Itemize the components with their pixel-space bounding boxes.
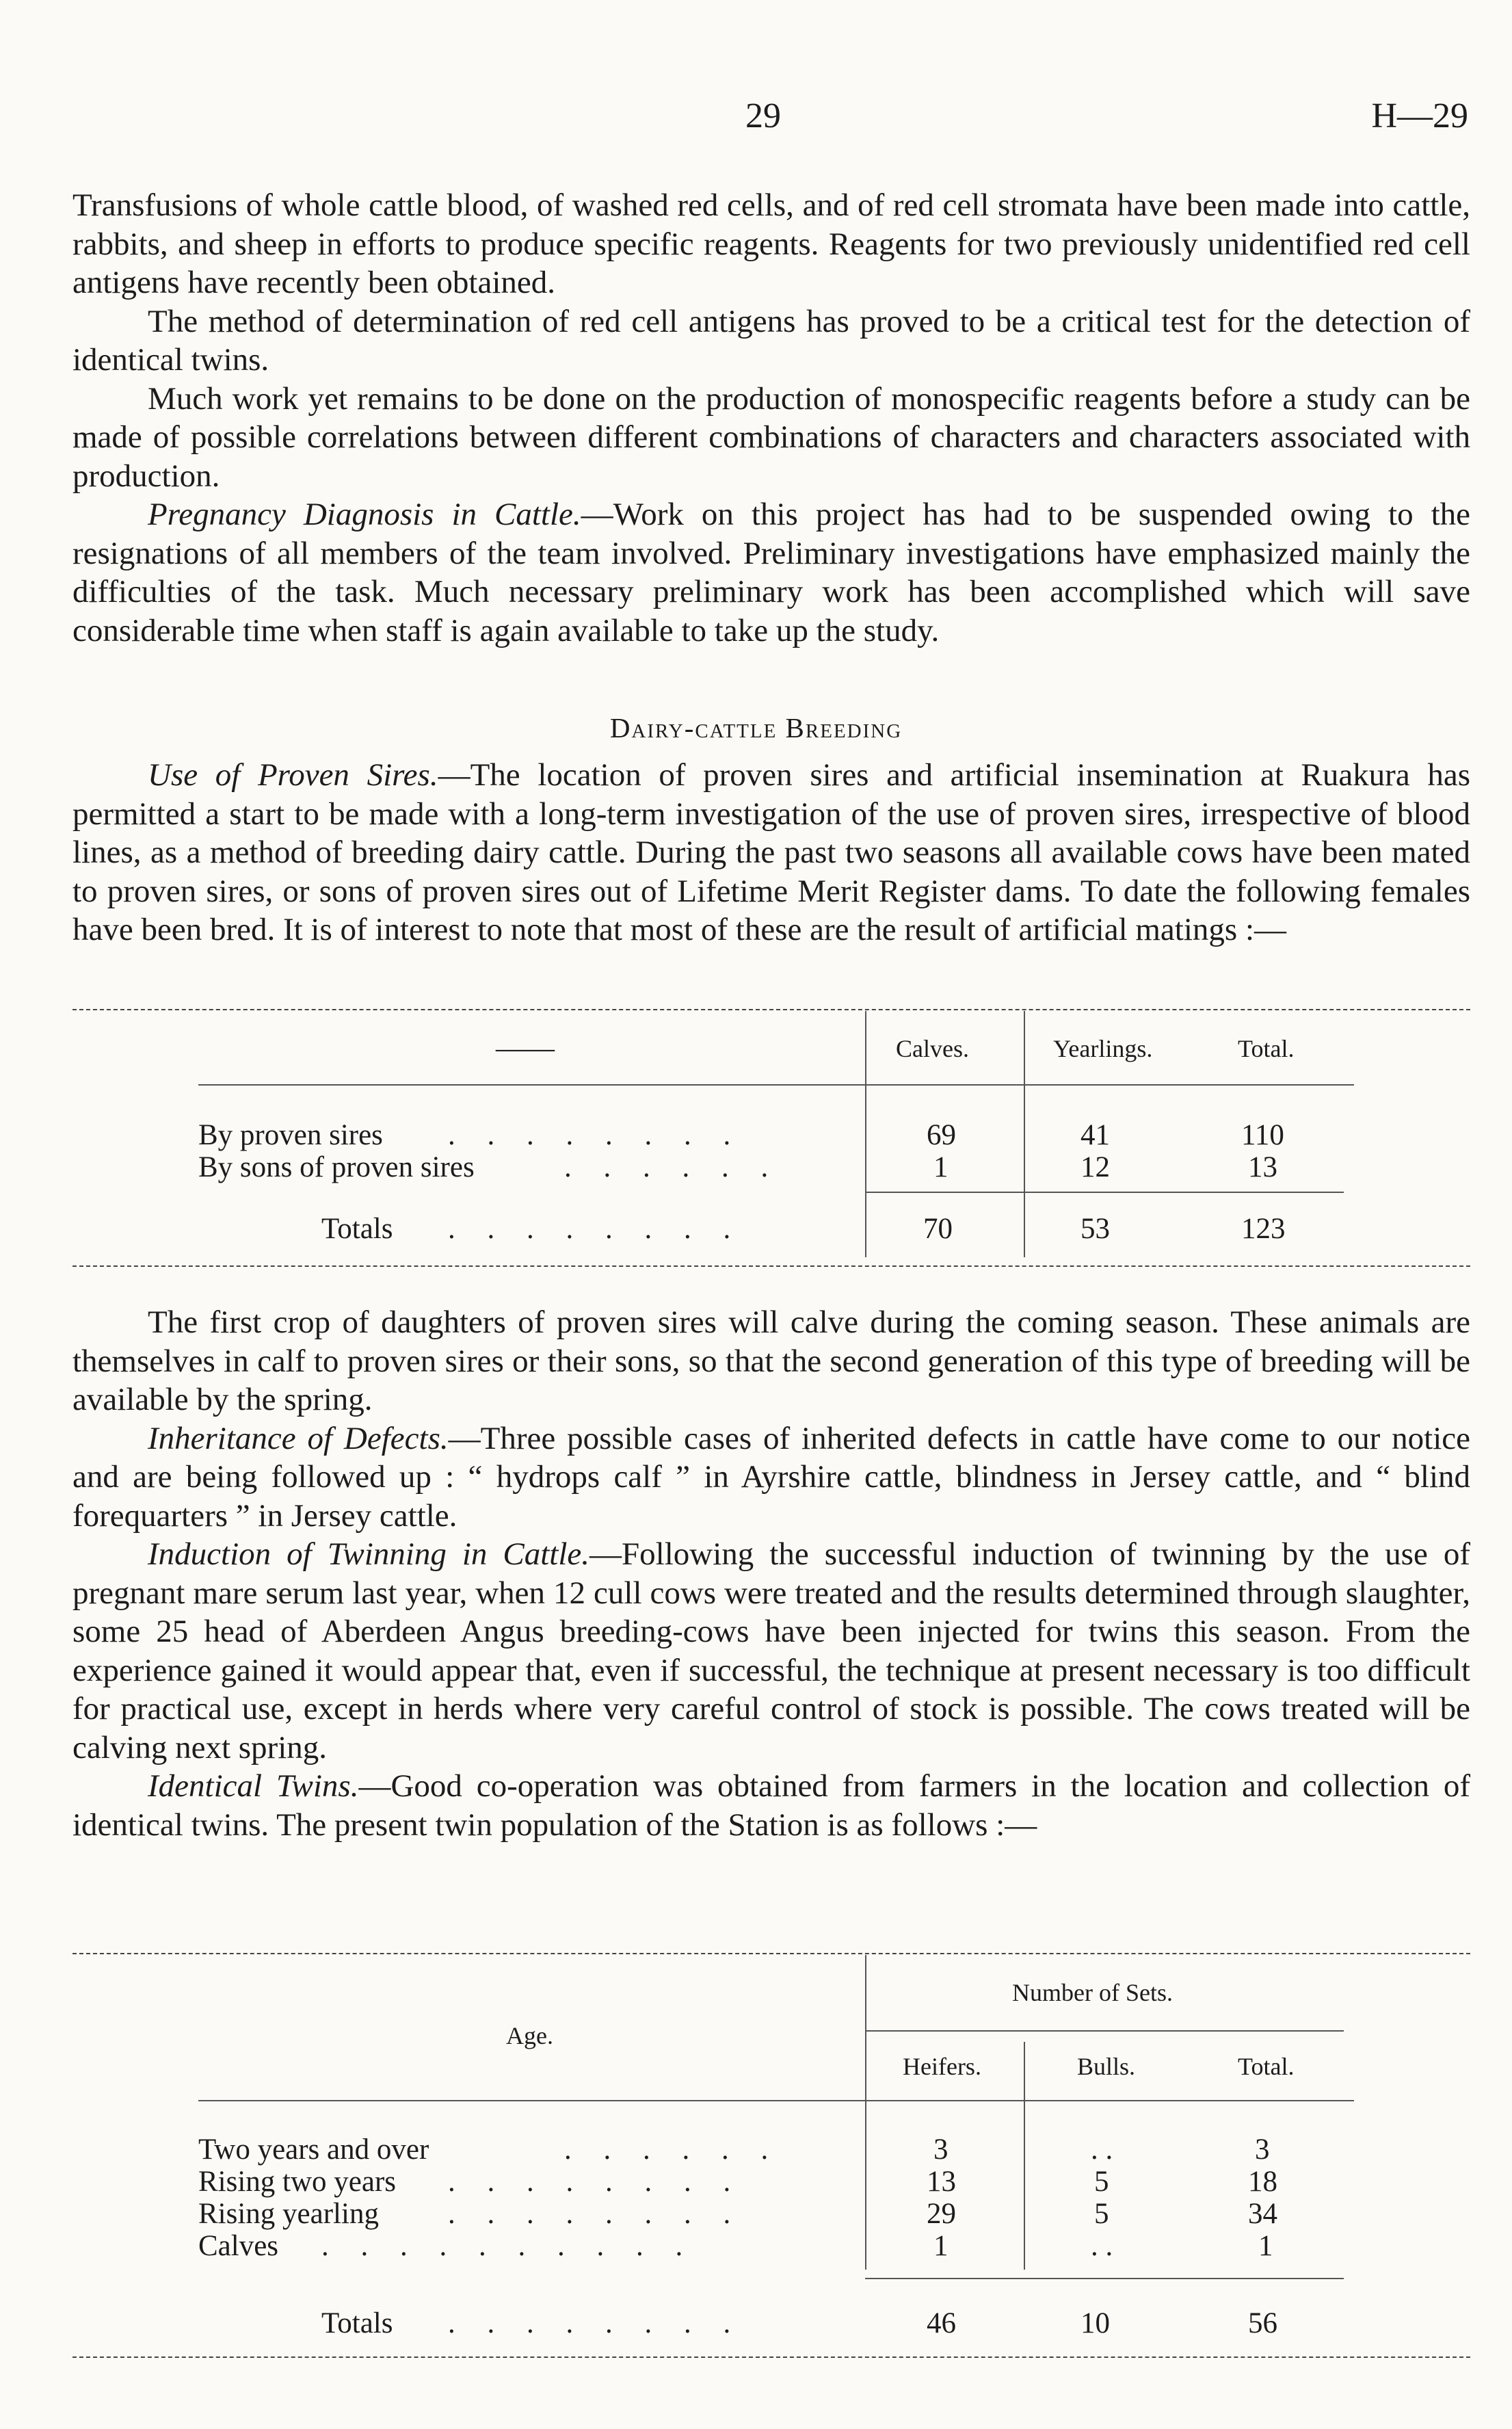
table1-top-rule bbox=[72, 1009, 1470, 1010]
table2-total: 1 bbox=[1258, 2230, 1273, 2262]
identical-twins-title: Identical Twins. bbox=[148, 1768, 359, 1804]
top-text-block bbox=[72, 186, 1470, 650]
document-reference: H—29 bbox=[1371, 96, 1468, 135]
table1-calves: 1 bbox=[933, 1151, 949, 1183]
table1-total: 110 bbox=[1241, 1119, 1284, 1151]
proven-sires-block bbox=[72, 756, 1470, 949]
table1-total: 13 bbox=[1248, 1151, 1277, 1183]
table2-bulls: 5 bbox=[1094, 2198, 1109, 2230]
table2-header-rule bbox=[198, 2100, 1354, 2101]
paragraph-identical-twins bbox=[72, 1767, 1470, 1844]
paragraph-first-crop: The first crop of daughters of proven sires will calve during the coming season. These animals are themselves in calf to proven sires or their sons, so that the second generation of this type of breeding will be available by the spring. bbox=[72, 1304, 1470, 1417]
paragraph-pregnancy-diagnosis bbox=[72, 495, 1470, 650]
table2-totals-rule bbox=[865, 2278, 1344, 2279]
table2-heifers: 3 bbox=[933, 2133, 949, 2166]
proven-sires-text: —The location of proven sires and artificial insemination at Ruakura has permitted a start to be made with a long-term investigation of the use of proven sires, irrespective of blood lines, as a method of breeding dairy cattle. During the past two seasons all available cows have been mated to proven sires, or sons of proven sires out of Lifetime Merit Register dams. To date the following females have been bred. It is of interest to note that most of these are the result of artificial matings :— bbox=[72, 757, 1470, 947]
table2-totals-heifers: 46 bbox=[927, 2307, 956, 2339]
table1-row-label: By sons of proven sires bbox=[198, 1151, 475, 1183]
table1-header-calves: Calves. bbox=[896, 1035, 969, 1062]
paragraph-red-cell-antigens: The method of determination of red cell antigens has proved to be a critical test for the detection of identical twins. bbox=[72, 303, 1470, 378]
table1-row-label: By proven sires bbox=[198, 1119, 383, 1151]
table2-totals-bulls: 10 bbox=[1080, 2307, 1110, 2339]
table1-yearlings: 12 bbox=[1080, 1151, 1110, 1183]
table2-row-dots: . . . . . . . . bbox=[448, 2166, 743, 2198]
pregnancy-diagnosis-text: —Work on this project has had to be suspended owing to the resignations of all members of the team involved. Preliminary investigations have emphasized mainly the difficulties of the task. Much necessary preliminary work has been accomplished which will save considerable time when staff is again available to take up the study. bbox=[72, 497, 1471, 648]
table2-row-dots: . . . . . . bbox=[564, 2133, 781, 2166]
table2-row-dots: . . . . . . . . bbox=[448, 2198, 743, 2230]
table2-row-label: Rising yearling bbox=[198, 2198, 379, 2230]
table1-bottom-rule bbox=[72, 1265, 1470, 1267]
inheritance-defects-text: —Three possible cases of inherited defects in cattle have come to our notice and are being followed up : “ hydrops calf ” in Ayrshire cattle, blindness in Jersey cattle, and “ blind forequarters ” in Jersey cattle. bbox=[72, 1420, 1470, 1534]
table2-header-total: Total. bbox=[1238, 2053, 1295, 2080]
table2-bulls: 5 bbox=[1094, 2166, 1109, 2198]
table2-bottom-rule bbox=[72, 2356, 1470, 2358]
table2-heifers: 1 bbox=[933, 2230, 949, 2262]
table2-totals-label: Totals bbox=[321, 2307, 393, 2339]
pregnancy-diagnosis-title: Pregnancy Diagnosis in Cattle. bbox=[148, 497, 581, 532]
table1-totals-rule bbox=[865, 1192, 1344, 1193]
table2-bulls: . . bbox=[1091, 2230, 1113, 2262]
paragraph-proven-sires bbox=[72, 756, 1470, 949]
table2-top-rule bbox=[72, 1953, 1470, 1954]
paragraph-monospecific-reagents: Much work yet remains to be done on the production of monospecific reagents before a study can be made of possible correlations between different combinations of characters and characters associated with production. bbox=[72, 380, 1470, 494]
table2-row-label: Two years and over bbox=[198, 2133, 429, 2166]
table1-yearlings: 41 bbox=[1080, 1119, 1110, 1151]
table1-header-blank: —— bbox=[496, 1032, 555, 1064]
table2-heifers: 29 bbox=[927, 2198, 956, 2230]
table2-total: 3 bbox=[1255, 2133, 1270, 2166]
table2-header-bulls: Bulls. bbox=[1077, 2053, 1136, 2080]
page-number: 29 bbox=[745, 96, 781, 135]
paragraph-induction-twinning bbox=[72, 1535, 1470, 1767]
page-header bbox=[0, 96, 1512, 137]
table2-total: 18 bbox=[1248, 2166, 1277, 2198]
table2-header-heifers: Heifers. bbox=[903, 2053, 981, 2080]
table1-header-rule bbox=[198, 1084, 1354, 1086]
section-heading: Dairy-cattle Breeding bbox=[609, 712, 903, 744]
table2-row-label: Rising two years bbox=[198, 2166, 397, 2198]
table1-col-divider bbox=[865, 1011, 866, 1257]
table2-row-label: Calves bbox=[198, 2230, 279, 2262]
proven-sires-title: Use of Proven Sires. bbox=[148, 757, 438, 793]
table1-header-yearlings: Yearlings. bbox=[1053, 1035, 1153, 1062]
table1-totals-yearlings: 53 bbox=[1080, 1213, 1110, 1245]
table2-row-dots: . . . . . . . . bbox=[448, 2307, 743, 2339]
table2-col-divider bbox=[865, 1955, 866, 2270]
table2-col-divider bbox=[1024, 2042, 1025, 2270]
table1-col-divider bbox=[1024, 1011, 1025, 1257]
induction-twinning-title: Induction of Twinning in Cattle. bbox=[148, 1536, 590, 1572]
table1-totals-total: 123 bbox=[1241, 1213, 1286, 1245]
table2-row-dots: . . . . . . . . . . bbox=[321, 2230, 695, 2262]
table2-heifers: 13 bbox=[927, 2166, 956, 2198]
middle-text-block bbox=[72, 1303, 1470, 1844]
table2-total: 34 bbox=[1248, 2198, 1277, 2230]
table1-header-total: Total. bbox=[1238, 1035, 1295, 1062]
inheritance-defects-title: Inheritance of Defects. bbox=[148, 1420, 449, 1456]
table2-totals-total: 56 bbox=[1248, 2307, 1277, 2339]
paragraph-transfusions: Transfusions of whole cattle blood, of washed red cells, and of red cell stromata have been made into cattle, rabbits, and sheep in efforts to produce specific reagents. Reagents for two previously unidentified red cell antigens have recently been obtained. bbox=[72, 187, 1470, 300]
table2-group-rule bbox=[865, 2030, 1344, 2032]
table1-calves: 69 bbox=[927, 1119, 956, 1151]
table1-row-dots: . . . . . . . . bbox=[448, 1213, 743, 1245]
table1-totals-calves: 70 bbox=[923, 1213, 953, 1245]
identical-twins-text: —Good co-operation was obtained from farmers in the location and collection of identical twins. The present twin population of the Station is as follows :— bbox=[72, 1768, 1470, 1843]
table1-row-dots: . . . . . . bbox=[564, 1151, 781, 1183]
induction-twinning-text: —Following the successful induction of twinning by the use of pregnant mare serum last year, when 12 cull cows were treated and the results determined through slaughter, some 25 head of Aberdeen Angus breeding-cows have been injected for twins this season. From the experience gained it would appear that, even if successful, the technique at present necessary is too difficult for practical use, except in herds where very careful control of stock is possible. The cows treated will be calving next spring. bbox=[72, 1536, 1470, 1765]
table1-row-dots: . . . . . . . . bbox=[448, 1119, 743, 1151]
table1-totals-label: Totals bbox=[321, 1213, 393, 1245]
table2-group-header: Number of Sets. bbox=[1012, 1979, 1173, 2006]
table2-age-header: Age. bbox=[506, 2022, 553, 2049]
paragraph-inheritance-defects bbox=[72, 1419, 1470, 1536]
table2-bulls: . . bbox=[1091, 2133, 1113, 2166]
